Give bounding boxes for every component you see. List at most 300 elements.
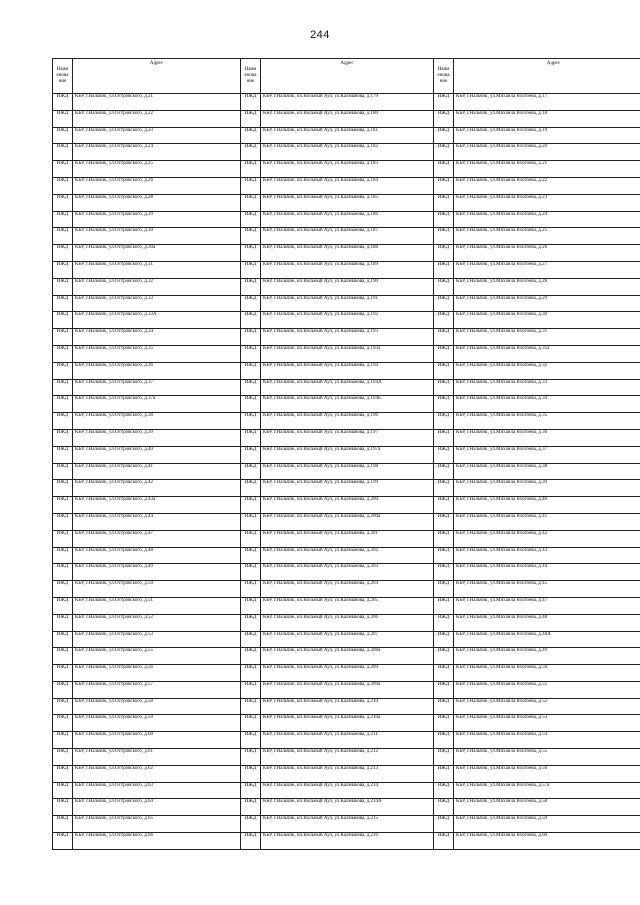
building-type-cell: ИЖД [434,127,454,144]
building-type-cell: ИЖД [53,379,73,396]
building-type-cell: ИЖД [241,379,261,396]
building-type-cell: ИЖД [434,480,454,497]
building-type-cell: ИЖД [53,362,73,379]
table-row [53,211,640,228]
address-cell: КБР, г.Нальчик, кп.Вольный Аул, ул.Калмыкова, д.215 [261,816,434,833]
building-type-cell: ИЖД [53,245,73,262]
address-cell: КБР, г.Нальчик, кп.Вольный Аул, ул.Калмыкова, д.194А [261,379,434,396]
building-type-cell: ИЖД [241,228,261,245]
address-cell: КБР, г.Нальчик, кп.Вольный Аул, ул.Калмыкова, д.189 [261,261,434,278]
building-type-cell: ИЖД [53,530,73,547]
table-row [53,379,640,396]
table-row [53,765,640,782]
building-type-cell: ИЖД [53,497,73,514]
building-type-cell: ИЖД [434,211,454,228]
building-type-cell: ИЖД [434,362,454,379]
address-cell: КБР, г.Нальчик, ул.Островского, д.57 [73,681,241,698]
building-type-cell: ИЖД [241,413,261,430]
address-cell: КБР, г.Нальчик, ул.Михаила Яхогоева, д.48 [454,614,640,631]
address-cell: КБР, г.Нальчик, ул.Островского, д.58 [73,698,241,715]
building-type-cell: ИЖД [53,564,73,581]
table-row [53,480,640,497]
building-type-cell: ИЖД [434,94,454,111]
building-type-cell: ИЖД [53,110,73,127]
address-cell: КБР, г.Нальчик, ул.Островского, д.49 [73,564,241,581]
address-cell: КБР, г.Нальчик, кп.Вольный Аул, ул.Калмыкова, д.213 [261,765,434,782]
address-cell: КБР, г.Нальчик, ул.Михаила Яхогоева, д.30 [454,312,640,329]
address-cell: КБР, г.Нальчик, ул.Островского, д.53 [73,631,241,648]
address-cell: КБР, г.Нальчик, ул.Островского, д.47 [73,530,241,547]
address-cell: КБР, г.Нальчик, ул.Островского, д.32 [73,278,241,295]
address-cell: КБР, г.Нальчик, ул.Михаила Яхогоева, д.18 [454,110,640,127]
address-cell: КБР, г.Нальчик, ул.Островского, д.39 [73,429,241,446]
table-row [53,345,640,362]
building-type-cell: ИЖД [434,715,454,732]
building-type-cell: ИЖД [434,379,454,396]
table-row [53,715,640,732]
address-cell: КБР, г.Нальчик, ул.Островского, д.52 [73,614,241,631]
address-cell: КБР, г.Нальчик, ул.Михаила Яхогоева, д.52 [454,698,640,715]
building-type-cell: ИЖД [241,329,261,346]
building-type-cell: ИЖД [53,816,73,833]
address-cell: КБР, г.Нальчик, ул.Михаила Яхогоева, д.24 [454,211,640,228]
address-cell: КБР, г.Нальчик, кп.Вольный Аул, ул.Калмыкова, д.188 [261,245,434,262]
address-cell: КБР, г.Нальчик, ул.Островского, д.41 [73,463,241,480]
address-cell: КБР, г.Нальчик, кп.Вольный Аул, ул.Калмыкова, д.183 [261,161,434,178]
building-type-cell: ИЖД [434,513,454,530]
address-cell: КБР, г.Нальчик, кп.Вольный Аул, ул.Калмыкова, д.181 [261,127,434,144]
address-cell: КБР, г.Нальчик, ул.Михаила Яхогоева, д.20 [454,144,640,161]
table-row [53,513,640,530]
table-row [53,429,640,446]
building-type-cell: ИЖД [434,833,454,850]
building-type-cell: ИЖД [53,446,73,463]
building-type-cell: ИЖД [241,177,261,194]
table-row [53,631,640,648]
address-cell: КБР, г.Нальчик, ул.Островского, д.21 [73,94,241,111]
building-type-cell: ИЖД [434,177,454,194]
building-type-cell: ИЖД [434,698,454,715]
header-address: Адрес [73,59,241,94]
address-cell: КБР, г.Нальчик, кп.Вольный Аул, ул.Калмыкова, д.216 [261,833,434,850]
building-type-cell: ИЖД [434,396,454,413]
building-type-cell: ИЖД [241,278,261,295]
address-cell: КБР, г.Нальчик, ул.Островского, д.34 [73,329,241,346]
address-cell: КБР, г.Нальчик, кп.Вольный Аул, ул.Калмыкова, д.198 [261,463,434,480]
building-type-cell: ИЖД [53,480,73,497]
address-cell: КБР, г.Нальчик, ул.Михаила Яхогоева, д.27 [454,261,640,278]
building-type-cell: ИЖД [434,446,454,463]
address-cell: КБР, г.Нальчик, кп.Вольный Аул, ул.Калмыкова, д.210 [261,698,434,715]
building-type-cell: ИЖД [434,782,454,799]
building-type-cell: ИЖД [434,261,454,278]
address-cell: КБР, г.Нальчик, кп.Вольный Аул, ул.Калмыкова, д.190 [261,278,434,295]
address-cell: КБР, г.Нальчик, ул.Михаила Яхогоева, д.49 [454,648,640,665]
address-cell: КБР, г.Нальчик, ул.Островского, д.44 [73,513,241,530]
table-row [53,816,640,833]
table-row [53,295,640,312]
table-row [53,413,640,430]
table-row [53,94,640,111]
address-cell: КБР, г.Нальчик, ул.Островского, д.50 [73,581,241,598]
address-cell: КБР, г.Нальчик, ул.Островского, д.29 [73,211,241,228]
address-cell: КБР, г.Нальчик, кп.Вольный Аул, ул.Калмыкова, д.196 [261,413,434,430]
building-type-cell: ИЖД [241,295,261,312]
address-cell: КБР, г.Нальчик, ул.Островского, д.62 [73,765,241,782]
address-cell: КБР, г.Нальчик, ул.Островского, д.40 [73,446,241,463]
address-cell: КБР, г.Нальчик, ул.Михаила Яхогоева, д.42 [454,530,640,547]
building-type-cell: ИЖД [434,530,454,547]
address-cell: КБР, г.Нальчик, ул.Островского, д.65 [73,816,241,833]
address-cell: КБР, г.Нальчик, кп.Вольный Аул, ул.Калмыкова, д.184 [261,177,434,194]
address-cell: КБР, г.Нальчик, ул.Михаила Яхогоева, д.53 [454,715,640,732]
address-cell: КБР, г.Нальчик, кп.Вольный Аул, ул.Калмыкова, д.202 [261,547,434,564]
building-type-cell: ИЖД [53,614,73,631]
address-cell: КБР, г.Нальчик, кп.Вольный Аул, ул.Калмыкова, д.187 [261,228,434,245]
address-cell: КБР, г.Нальчик, кп.Вольный Аул, ул.Калмыкова, д.193 [261,329,434,346]
building-type-cell: ИЖД [434,614,454,631]
building-type-cell: ИЖД [53,413,73,430]
building-type-cell: ИЖД [434,463,454,480]
table-row [53,329,640,346]
table-row [53,833,640,850]
building-type-cell: ИЖД [434,816,454,833]
header-type: Наим енова ние [241,59,261,94]
address-cell: КБР, г.Нальчик, кп.Вольный Аул, ул.Калмыкова, д.180 [261,110,434,127]
table-row [53,396,640,413]
building-type-cell: ИЖД [241,732,261,749]
building-type-cell: ИЖД [53,161,73,178]
building-type-cell: ИЖД [241,833,261,850]
table-row [53,564,640,581]
address-cell: КБР, г.Нальчик, кп.Вольный Аул, ул.Калмыкова, д.200а [261,513,434,530]
page-number: 244 [310,29,330,41]
table-row [53,161,640,178]
table-row [53,782,640,799]
address-cell: КБР, г.Нальчик, ул.Островского, д.24 [73,144,241,161]
address-cell: КБР, г.Нальчик, кп.Вольный Аул, ул.Калмыкова, д.191 [261,295,434,312]
address-cell: КБР, г.Нальчик, кп.Вольный Аул, ул.Калмыкова, д.214А [261,799,434,816]
address-cell: КБР, г.Нальчик, кп.Вольный Аул, ул.Калмыкова, д.204 [261,581,434,598]
table-row [53,362,640,379]
building-type-cell: ИЖД [241,782,261,799]
address-cell: КБР, г.Нальчик, ул.Михаила Яхогоева, д.51 [454,681,640,698]
building-type-cell: ИЖД [241,614,261,631]
table-row [53,547,640,564]
building-type-cell: ИЖД [241,497,261,514]
address-cell: КБР, г.Нальчик, ул.Михаила Яхогоева, д.43 [454,547,640,564]
address-cell: КБР, г.Нальчик, ул.Михаила Яхогоева, д.47 [454,597,640,614]
building-type-cell: ИЖД [434,245,454,262]
address-cell: КБР, г.Нальчик, кп.Вольный Аул, ул.Калмыкова, д.193а [261,345,434,362]
address-cell: КБР, г.Нальчик, ул.Михаила Яхогоева, д.23 [454,194,640,211]
address-cell: КБР, г.Нальчик, ул.Михаила Яхогоева, д.40 [454,497,640,514]
table-row [53,799,640,816]
address-cell: КБР, г.Нальчик, ул.Островского, д.31 [73,261,241,278]
building-type-cell: ИЖД [434,413,454,430]
building-type-cell: ИЖД [241,362,261,379]
building-type-cell: ИЖД [241,429,261,446]
building-type-cell: ИЖД [53,715,73,732]
building-type-cell: ИЖД [53,94,73,111]
building-type-cell: ИЖД [434,665,454,682]
building-type-cell: ИЖД [241,631,261,648]
building-type-cell: ИЖД [434,732,454,749]
building-type-cell: ИЖД [241,127,261,144]
building-type-cell: ИЖД [434,228,454,245]
building-type-cell: ИЖД [241,665,261,682]
address-cell: КБР, г.Нальчик, ул.Островского, д.22 [73,110,241,127]
building-type-cell: ИЖД [53,429,73,446]
building-type-cell: ИЖД [241,110,261,127]
address-cell: КБР, г.Нальчик, кп.Вольный Аул, ул.Калмыкова, д.212 [261,749,434,766]
building-type-cell: ИЖД [241,816,261,833]
building-type-cell: ИЖД [53,547,73,564]
header-address: Адрес [454,59,640,94]
table-row [53,614,640,631]
address-cell: КБР, г.Нальчик, ул.Михаила Яхогоева, д.45 [454,581,640,598]
building-type-cell: ИЖД [241,681,261,698]
building-type-cell: ИЖД [53,312,73,329]
address-table [52,58,640,850]
building-type-cell: ИЖД [53,194,73,211]
address-cell: КБР, г.Нальчик, ул.Михаила Яхогоева, д.48А [454,631,640,648]
table-body [53,94,640,850]
table-row [53,698,640,715]
building-type-cell: ИЖД [241,564,261,581]
address-cell: КБР, г.Нальчик, ул.Михаила Яхогоева, д.21 [454,161,640,178]
address-cell: КБР, г.Нальчик, ул.Михаила Яхогоева, д.54 [454,732,640,749]
building-type-cell: ИЖД [53,211,73,228]
building-type-cell: ИЖД [241,799,261,816]
address-cell: КБР, г.Нальчик, кп.Вольный Аул, ул.Калмыкова, д.200 [261,497,434,514]
address-cell: КБР, г.Нальчик, ул.Островского, д.35 [73,345,241,362]
building-type-cell: ИЖД [241,530,261,547]
address-cell: КБР, г.Нальчик, кп.Вольный Аул, ул.Калмыкова, д.194Б [261,396,434,413]
address-cell: КБР, г.Нальчик, ул.Островского, д.37а [73,396,241,413]
building-type-cell: ИЖД [241,749,261,766]
address-cell: КБР, г.Нальчик, ул.Островского, д.30а [73,245,241,262]
building-type-cell: ИЖД [53,597,73,614]
building-type-cell: ИЖД [53,782,73,799]
address-cell: КБР, г.Нальчик, ул.Михаила Яхогоева, д.17 [454,94,640,111]
address-cell: КБР, г.Нальчик, ул.Островского, д.26 [73,177,241,194]
address-cell: КБР, г.Нальчик, кп.Вольный Аул, ул.Калмыкова, д.208а [261,648,434,665]
address-cell: КБР, г.Нальчик, кп.Вольный Аул, ул.Калмыкова, д.207 [261,631,434,648]
table-row [53,597,640,614]
building-type-cell: ИЖД [434,547,454,564]
table-row [53,144,640,161]
table-row [53,530,640,547]
building-type-cell: ИЖД [434,648,454,665]
table-row [53,648,640,665]
address-cell: КБР, г.Нальчик, кп.Вольный Аул, ул.Калмыкова, д.182 [261,144,434,161]
building-type-cell: ИЖД [434,765,454,782]
address-cell: КБР, г.Нальчик, кп.Вольный Аул, ул.Калмыкова, д.210а [261,715,434,732]
table-row [53,665,640,682]
address-cell: КБР, г.Нальчик, ул.Островского, д.42 [73,480,241,497]
address-cell: КБР, г.Нальчик, ул.Островского, д.51 [73,597,241,614]
building-type-cell: ИЖД [434,110,454,127]
building-type-cell: ИЖД [241,396,261,413]
address-cell: КБР, г.Нальчик, ул.Островского, д.61 [73,749,241,766]
address-cell: КБР, г.Нальчик, ул.Михаила Яхогоева, д.31 [454,329,640,346]
building-type-cell: ИЖД [241,261,261,278]
address-cell: КБР, г.Нальчик, ул.Островского, д.63 [73,782,241,799]
address-cell: КБР, г.Нальчик, ул.Островского, д.33А [73,312,241,329]
building-type-cell: ИЖД [53,345,73,362]
building-type-cell: ИЖД [434,799,454,816]
building-type-cell: ИЖД [53,396,73,413]
table-row [53,681,640,698]
building-type-cell: ИЖД [241,648,261,665]
table-row [53,228,640,245]
building-type-cell: ИЖД [53,463,73,480]
building-type-cell: ИЖД [241,581,261,598]
building-type-cell: ИЖД [241,211,261,228]
building-type-cell: ИЖД [53,765,73,782]
address-cell: КБР, г.Нальчик, кп.Вольный Аул, ул.Калмыкова, д.209а [261,681,434,698]
building-type-cell: ИЖД [53,665,73,682]
table-row [53,127,640,144]
address-cell: КБР, г.Нальчик, ул.Михаила Яхогоева, д.41 [454,513,640,530]
table-row [53,194,640,211]
building-type-cell: ИЖД [434,631,454,648]
table-row [53,446,640,463]
address-cell: КБР, г.Нальчик, ул.Михаила Яхогоева, д.22 [454,177,640,194]
address-cell: КБР, г.Нальчик, ул.Михаила Яхогоева, д.60 [454,833,640,850]
address-cell: КБР, г.Нальчик, кп.Вольный Аул, ул.Калмыкова, д.194 [261,362,434,379]
building-type-cell: ИЖД [241,513,261,530]
address-cell: КБР, г.Нальчик, ул.Островского, д.25 [73,161,241,178]
address-cell: КБР, г.Нальчик, ул.Михаила Яхогоева, д.36 [454,429,640,446]
address-cell: КБР, г.Нальчик, кп.Вольный Аул, ул.Калмыкова, д.203 [261,564,434,581]
building-type-cell: ИЖД [241,547,261,564]
building-type-cell: ИЖД [53,513,73,530]
table-row [53,261,640,278]
building-type-cell: ИЖД [53,799,73,816]
table-row [53,497,640,514]
building-type-cell: ИЖД [434,681,454,698]
address-cell: КБР, г.Нальчик, кп.Вольный Аул, ул.Калмыкова, д.185 [261,194,434,211]
building-type-cell: ИЖД [53,833,73,850]
address-cell: КБР, г.Нальчик, кп.Вольный Аул, ул.Калмыкова, д.206 [261,614,434,631]
building-type-cell: ИЖД [53,698,73,715]
address-cell: КБР, г.Нальчик, кп.Вольный Аул, ул.Калмыкова, д.211 [261,732,434,749]
building-type-cell: ИЖД [241,698,261,715]
building-type-cell: ИЖД [241,715,261,732]
address-cell: КБР, г.Нальчик, ул.Михаила Яхогоева, д.44 [454,564,640,581]
address-cell: КБР, г.Нальчик, ул.Островского, д.56 [73,665,241,682]
building-type-cell: ИЖД [53,732,73,749]
building-type-cell: ИЖД [434,312,454,329]
address-cell: КБР, г.Нальчик, ул.Островского, д.23 [73,127,241,144]
building-type-cell: ИЖД [241,597,261,614]
building-type-cell: ИЖД [434,194,454,211]
building-type-cell: ИЖД [53,144,73,161]
address-cell: КБР, г.Нальчик, ул.Островского, д.33 [73,295,241,312]
building-type-cell: ИЖД [53,127,73,144]
address-cell: КБР, г.Нальчик, ул.Островского, д.38 [73,413,241,430]
table-row [53,749,640,766]
building-type-cell: ИЖД [434,429,454,446]
address-cell: КБР, г.Нальчик, ул.Островского, д.30 [73,228,241,245]
building-type-cell: ИЖД [53,278,73,295]
building-type-cell: ИЖД [241,161,261,178]
building-type-cell: ИЖД [241,312,261,329]
table-row [53,110,640,127]
address-cell: КБР, г.Нальчик, кп.Вольный Аул, ул.Калмыкова, д.201 [261,530,434,547]
address-cell: КБР, г.Нальчик, ул.Михаила Яхогоева, д.37 [454,446,640,463]
building-type-cell: ИЖД [53,681,73,698]
address-cell: КБР, г.Нальчик, ул.Островского, д.37 [73,379,241,396]
building-type-cell: ИЖД [241,144,261,161]
address-cell: КБР, г.Нальчик, ул.Михаила Яхогоева, д.31а [454,345,640,362]
address-cell: КБР, г.Нальчик, ул.Михаила Яхогоева, д.35 [454,413,640,430]
building-type-cell: ИЖД [434,295,454,312]
address-cell: КБР, г.Нальчик, ул.Михаила Яхогоева, д.19 [454,127,640,144]
address-cell: КБР, г.Нальчик, кп.Вольный Аул, ул.Калмыкова, д.179 [261,94,434,111]
address-cell: КБР, г.Нальчик, кп.Вольный Аул, ул.Калмыкова, д.197 [261,429,434,446]
building-type-cell: ИЖД [241,245,261,262]
address-cell: КБР, г.Нальчик, ул.Михаила Яхогоева, д.59 [454,816,640,833]
address-cell: КБР, г.Нальчик, ул.Михаила Яхогоева, д.58 [454,799,640,816]
building-type-cell: ИЖД [53,295,73,312]
building-type-cell: ИЖД [53,581,73,598]
building-type-cell: ИЖД [434,749,454,766]
building-type-cell: ИЖД [241,463,261,480]
address-cell: КБР, г.Нальчик, ул.Островского, д.66 [73,833,241,850]
address-cell: КБР, г.Нальчик, ул.Михаила Яхогоева, д.50 [454,665,640,682]
building-type-cell: ИЖД [53,631,73,648]
address-cell: КБР, г.Нальчик, ул.Михаила Яхогоева, д.26 [454,245,640,262]
building-type-cell: ИЖД [434,597,454,614]
table-row [53,732,640,749]
header-type: Наим енова ние [434,59,454,94]
table-row [53,177,640,194]
building-type-cell: ИЖД [53,749,73,766]
address-cell: КБР, г.Нальчик, кп.Вольный Аул, ул.Калмыкова, д.209 [261,665,434,682]
building-type-cell: ИЖД [434,329,454,346]
address-cell: КБР, г.Нальчик, ул.Островского, д.55 [73,648,241,665]
address-cell: КБР, г.Нальчик, кп.Вольный Аул, ул.Калмыкова, д.214 [261,782,434,799]
building-type-cell: ИЖД [241,94,261,111]
table-row [53,245,640,262]
building-type-cell: ИЖД [434,161,454,178]
header-type: Наим енова ние [53,59,73,94]
building-type-cell: ИЖД [241,446,261,463]
address-cell: КБР, г.Нальчик, ул.Михаила Яхогоева, д.38 [454,463,640,480]
building-type-cell: ИЖД [53,648,73,665]
address-cell: КБР, г.Нальчик, ул.Островского, д.59 [73,715,241,732]
address-cell: КБР, г.Нальчик, ул.Островского, д.60 [73,732,241,749]
building-type-cell: ИЖД [434,581,454,598]
building-type-cell: ИЖД [241,480,261,497]
building-type-cell: ИЖД [53,329,73,346]
address-cell: КБР, г.Нальчик, ул.Михаила Яхогоева, д.28 [454,278,640,295]
building-type-cell: ИЖД [241,345,261,362]
address-cell: КБР, г.Нальчик, ул.Михаила Яхогоева, д.33 [454,379,640,396]
header-address: Адрес [261,59,434,94]
building-type-cell: ИЖД [53,261,73,278]
building-type-cell: ИЖД [434,497,454,514]
address-cell: КБР, г.Нальчик, кп.Вольный Аул, ул.Калмыкова, д.192 [261,312,434,329]
table-row [53,463,640,480]
address-cell: КБР, г.Нальчик, ул.Островского, д.28 [73,194,241,211]
address-cell: КБР, г.Нальчик, кп.Вольный Аул, ул.Калмыкова, д.205 [261,597,434,614]
building-type-cell: ИЖД [434,144,454,161]
building-type-cell: ИЖД [53,228,73,245]
